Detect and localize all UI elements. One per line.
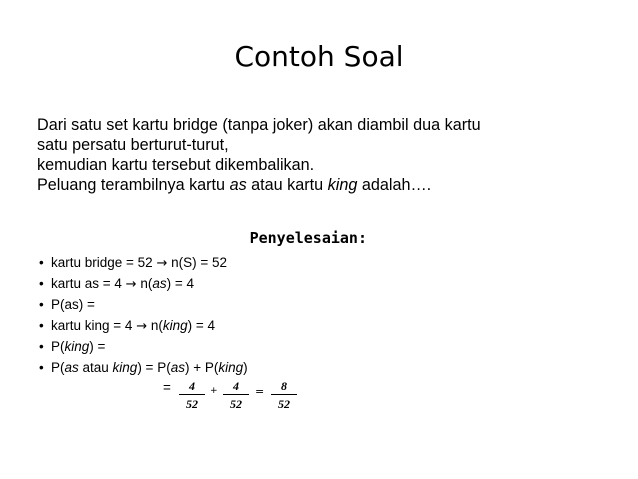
fraction-1	[177, 379, 207, 411]
fraction-3-numerator: 8	[281, 379, 287, 393]
solution-row-2	[39, 274, 248, 295]
right-arrow-icon: →	[136, 319, 148, 334]
slide-title: Contoh Soal	[234, 40, 404, 73]
problem-line-4-prefix: Peluang terambilnya kartu	[37, 176, 230, 194]
problem-line-2: satu persatu berturut-turut,	[37, 136, 229, 154]
row5-b: ) =	[89, 339, 106, 354]
row6-c: ) + P(	[184, 360, 219, 375]
problem-line-4-mid: atau kartu	[246, 176, 328, 194]
row4-king: king	[162, 318, 188, 333]
bullet: •	[39, 255, 44, 270]
fraction-2-numerator: 4	[233, 379, 239, 393]
row6-b: ) = P(	[137, 360, 171, 375]
fraction-bar	[223, 394, 249, 395]
fraction-1-denominator: 52	[186, 397, 198, 411]
solution-row-5	[39, 337, 248, 358]
row2-tail-b: ) = 4	[166, 276, 194, 291]
problem-line-1: Dari satu set kartu bridge (tanpa joker) akan diambil dua kartu	[37, 116, 481, 134]
bullet: •	[39, 276, 44, 291]
fraction-2	[221, 379, 251, 411]
row4-tail-a: n(	[147, 318, 163, 333]
row3-text: P(as) =	[51, 297, 95, 312]
row1-tail: n(S) = 52	[167, 255, 228, 270]
fraction-bar	[179, 394, 205, 395]
bullet: •	[39, 339, 44, 354]
bullet: •	[39, 297, 44, 312]
problem-line-4	[37, 175, 617, 195]
solution-heading-text: Penyelesaian:	[249, 229, 367, 247]
row6-as2: as	[170, 360, 185, 375]
solution-row-6	[39, 358, 248, 379]
row6-d: )	[243, 360, 248, 375]
row1-text: kartu bridge = 52	[51, 255, 157, 270]
row6-mid: atau	[78, 360, 113, 375]
solution-heading	[0, 229, 612, 247]
fraction-bar	[271, 394, 297, 395]
fraction-3	[269, 379, 299, 411]
equals-sign: =	[163, 380, 171, 395]
solution-list	[39, 253, 248, 379]
problem-line-3: kemudian kartu tersebut dikembalikan.	[37, 156, 315, 174]
row6-king2: king	[218, 360, 244, 375]
problem-line-4-suffix: adalah….	[357, 176, 432, 194]
solution-row-3	[39, 295, 248, 316]
bullet: •	[39, 360, 44, 375]
bullet: •	[39, 318, 44, 333]
row6-king: king	[112, 360, 138, 375]
row6-as: as	[64, 360, 79, 375]
problem-term-as: as	[229, 176, 247, 194]
solution-row-1	[39, 253, 248, 274]
row5-king: king	[64, 339, 90, 354]
fraction-1-numerator: 4	[189, 379, 195, 393]
problem-term-king: king	[327, 176, 358, 194]
row4-text: kartu king = 4	[51, 318, 137, 333]
fraction-2-denominator: 52	[230, 397, 242, 411]
row2-text: kartu as = 4	[51, 276, 126, 291]
plus-sign: +	[210, 386, 218, 396]
right-arrow-icon: →	[156, 256, 168, 271]
solution-row-4	[39, 316, 248, 337]
row2-as: as	[152, 276, 167, 291]
row2-tail-a: n(	[136, 276, 153, 291]
row6-a: P(	[51, 360, 65, 375]
problem-statement	[37, 115, 617, 195]
row4-tail-b: ) = 4	[187, 318, 216, 333]
fraction-3-denominator: 52	[278, 397, 290, 411]
right-arrow-icon: →	[125, 277, 137, 292]
result-equals-sign: =	[255, 385, 265, 398]
row5-a: P(	[51, 339, 65, 354]
